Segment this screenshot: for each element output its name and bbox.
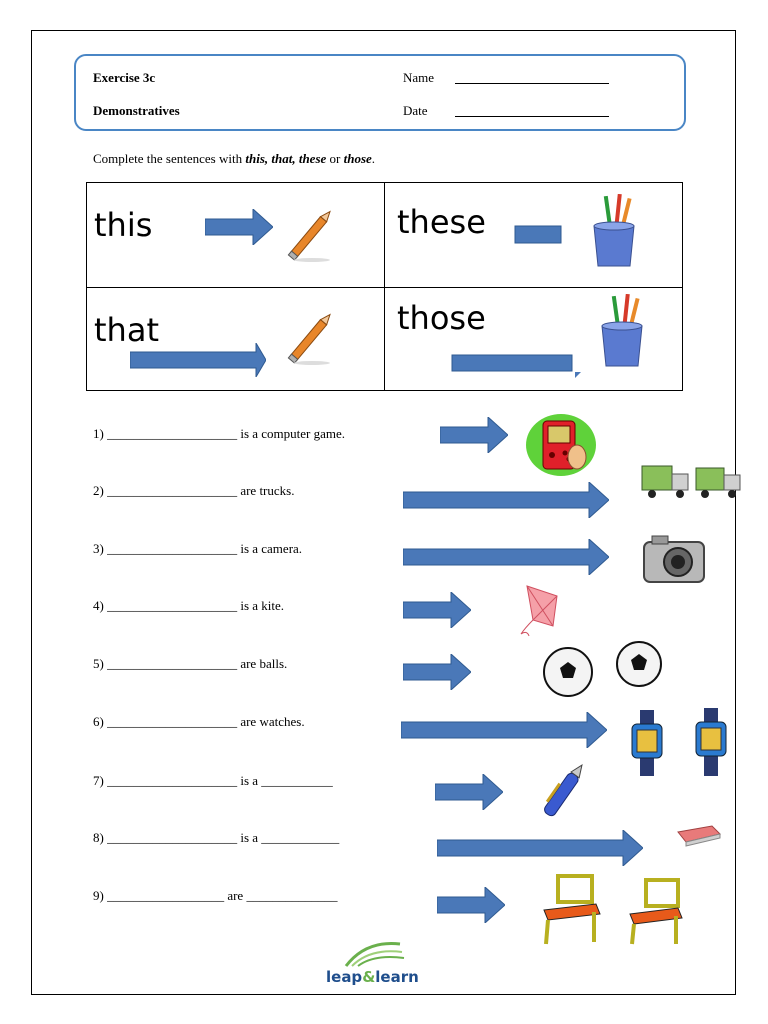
name-field[interactable] bbox=[455, 82, 609, 84]
topic-title: Demonstratives bbox=[93, 103, 180, 118]
instructions bbox=[93, 151, 375, 167]
logo-part1: leap bbox=[326, 968, 363, 986]
legend-those: those bbox=[397, 299, 486, 337]
logo-amp: & bbox=[362, 968, 376, 986]
watches-icon bbox=[628, 708, 734, 778]
sentence-5[interactable]: 5) ____________________ are balls. bbox=[93, 656, 288, 671]
trucks-icon bbox=[640, 460, 744, 502]
name-label: Name bbox=[403, 70, 435, 85]
sentence-6[interactable]: 6) ____________________ are watches. bbox=[93, 714, 305, 729]
pen-icon bbox=[534, 756, 596, 826]
leap-learn-logo-icon bbox=[326, 940, 426, 970]
bar-icon bbox=[451, 354, 585, 380]
pencil-cup-icon bbox=[594, 294, 652, 370]
legend-that: that bbox=[94, 311, 159, 349]
arrow-icon bbox=[130, 343, 266, 377]
sentence-8[interactable]: 8) ____________________ is a ____________ bbox=[93, 830, 340, 845]
instructions-lead: Complete the sentences with bbox=[93, 151, 246, 166]
header-box bbox=[74, 54, 686, 131]
date-label: Date bbox=[403, 103, 428, 118]
arrow-icon bbox=[205, 209, 273, 245]
arrow-icon bbox=[403, 482, 609, 518]
arrow-icon bbox=[403, 592, 471, 628]
legend-this: this bbox=[94, 206, 153, 244]
date-field[interactable] bbox=[455, 115, 609, 117]
sentence-3[interactable]: 3) ____________________ is a camera. bbox=[93, 541, 303, 556]
pencil-icon bbox=[280, 305, 344, 367]
arrow-icon bbox=[440, 417, 508, 453]
exercise-title: Exercise 3c bbox=[93, 70, 156, 85]
computer-game-icon bbox=[525, 413, 597, 477]
legend-these: these bbox=[397, 203, 486, 241]
sentence-7[interactable]: 7) ____________________ is a ___________ bbox=[93, 773, 333, 788]
arrow-icon bbox=[437, 830, 643, 866]
grid-divider-horizontal bbox=[87, 287, 682, 288]
logo-part2: learn bbox=[375, 968, 419, 986]
kite-icon bbox=[517, 582, 565, 638]
sentence-4[interactable]: 4) ____________________ is a kite. bbox=[93, 598, 285, 613]
arrow-icon bbox=[437, 887, 505, 923]
pencil-icon bbox=[280, 202, 344, 264]
arrow-icon bbox=[403, 654, 471, 690]
logo-text bbox=[326, 968, 419, 986]
arrow-icon bbox=[435, 774, 503, 810]
instructions-end: . bbox=[371, 151, 376, 166]
sentence-1[interactable]: 1) ____________________ is a computer game. bbox=[93, 426, 346, 441]
bar-icon bbox=[514, 225, 562, 245]
pencil-cup-icon bbox=[586, 194, 642, 270]
chairs-icon bbox=[540, 872, 686, 946]
arrow-icon bbox=[401, 712, 607, 748]
instructions-or: or bbox=[326, 151, 344, 166]
sentence-2[interactable]: 2) ____________________ are trucks. bbox=[93, 483, 295, 498]
arrow-icon bbox=[403, 539, 609, 575]
instructions-words: this, that, these bbox=[245, 151, 327, 166]
soccer-balls-icon bbox=[542, 640, 668, 698]
instructions-last: those bbox=[343, 151, 372, 166]
sentence-9[interactable]: 9) __________________ are ______________ bbox=[93, 888, 338, 903]
camera-icon bbox=[642, 532, 706, 586]
eraser-icon bbox=[672, 820, 724, 850]
